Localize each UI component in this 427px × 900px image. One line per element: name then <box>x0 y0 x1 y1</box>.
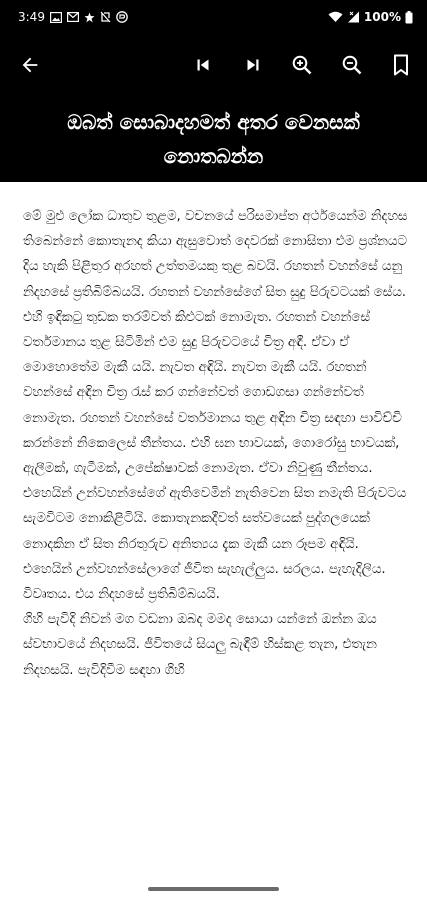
back-button[interactable] <box>13 48 47 82</box>
status-time: 3:49 <box>18 10 45 24</box>
notification-star-icon <box>84 12 95 23</box>
circle-app-icon <box>116 11 128 23</box>
bookmark-icon <box>390 53 412 77</box>
arrow-left-icon <box>19 54 41 76</box>
zoom-out-icon <box>340 53 364 77</box>
previous-button[interactable] <box>186 48 220 82</box>
paragraph: මේ මුළු ලෝක ධාතුව තුළම, වචනයේ පරිසමාප්ත අර්ථයෙන්ම නිදහස තිබෙන්නේ කොතැනද කියා ඇසුවොත් දෙවරක් නොසිතා එම ප්‍රශ්නයට දිය හැකි පිළිතුර අරහත් උත්තමයකු තුළ බවයි. රහතන් වහන්සේ යනු නිදහසේ ප්‍රතිබිම්බයයි. රහතන් වහන්සේගේ සිත සුදු පිරුවටයක් සේය. එහි ඉඳිකටු තුඩක තරම්වත් කිළුටක් නොමැත. රහතන් වහන්සේ වර්තමානය තුළ සිටිමින් එම සුදු පිරුවටයේ චිත්‍ර අඳී. ඒවා ඒ මොහොතේම මැකී යයි. නැවත අඳියි. නැවත මැකී යයි. රහතන් වහන්සේ අඳින චිත්‍ර රැස් කර ගන්නේවත් ගොඩගසා ගන්නේවත් නොමැත. රහතන් වහන්සේ වර්තමානය තුළ අඳින චිත්‍ර සඳහා පාවිච්චි කරන්නේ නිකෙලෙස් තීන්තය. එහි ඝන භාවයක්, ගොරෝසු භාවයක්, ඇලීමක්, ගැටීමක්, උපේක්ෂාවක් නොමැත. ඒවා නිවුණු තීන්තය. එහෙයින් උන්වහන්සේගේ ඇතිවෙමින් නැතිවෙන සිත නමැති පිරුවටය සැමවිටම නොකිළිටියි. කොතැනකදීවත් සත්වයෙක් පුද්ගලයෙක් නොදකින ඒ සිත නිරතුරුව අනිත්‍යය දැක මැකී යන රූපම අඳියි. එහෙයින් උන්වහන්සේලාගේ ජීවිත සැහැල්ලුය. සරලය. පැහැදිලිය. විවෘතය. එය නිදහසේ ප්‍රතිබිම්බයයි. <box>23 209 408 603</box>
reading-content[interactable] <box>0 182 427 886</box>
zoom-in-button[interactable] <box>285 48 319 82</box>
mail-icon <box>67 12 79 22</box>
next-button[interactable] <box>236 48 270 82</box>
gesture-nav-handle[interactable] <box>148 887 279 891</box>
status-left <box>18 10 128 24</box>
status-right <box>328 10 413 24</box>
battery-icon <box>405 11 413 24</box>
zoom-out-button[interactable] <box>335 48 369 82</box>
status-bar <box>0 0 427 34</box>
signal-icon <box>347 11 360 23</box>
gallery-icon <box>50 12 62 23</box>
battery-percent: 100% <box>363 10 401 24</box>
wifi-icon <box>328 11 343 23</box>
skip-next-icon <box>242 54 264 76</box>
app-bar <box>0 34 427 96</box>
chapter-title: ඔබත් සොබාදහමත් අතර වෙනසක් නොතබන්න <box>67 110 360 168</box>
bookmark-button[interactable] <box>384 48 418 82</box>
paragraph: ගිහි පැවිදි නිවන් මග වඩනා ඔබද මමද සොයා යන්නේ ඔන්න ඔය ස්වභාවයේ නිදහසයි. ජීවිතයේ සියලු බැඳීම් හිස්කළ තැන, එතැන නිදහසයි. පැවිදිවීම සඳහා ගිහි <box>23 612 377 678</box>
dnd-icon <box>100 11 111 23</box>
chapter-header <box>0 96 427 182</box>
zoom-in-icon <box>290 53 314 77</box>
skip-previous-icon <box>192 54 214 76</box>
